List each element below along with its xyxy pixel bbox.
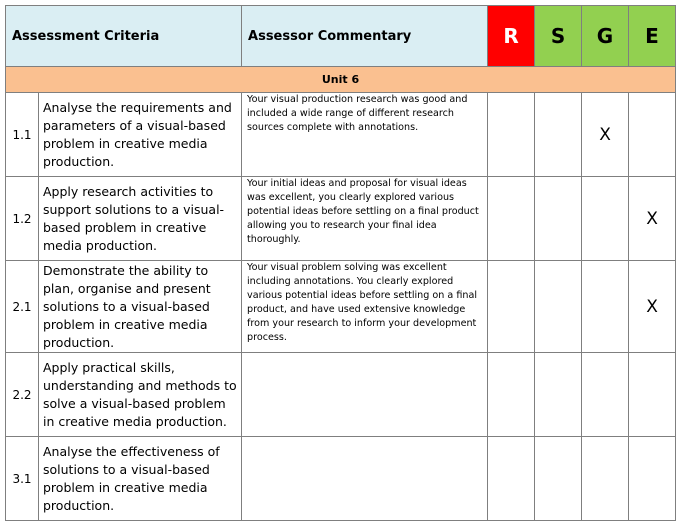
assessor-commentary-cell: Your visual production research was good and included a wide range of different research sources complete with annotations. <box>242 93 488 177</box>
criteria-row <box>6 93 676 177</box>
rating-cell-r <box>488 93 535 177</box>
rating-cell-g <box>582 177 629 261</box>
rating-cell-e <box>629 353 676 437</box>
assessment-table <box>5 5 676 521</box>
criteria-text: Analyse the requirements and parameters of a visual-based problem in creative media production. <box>39 93 242 177</box>
unit-label: Unit 6 <box>6 67 676 93</box>
rating-cell-r <box>488 437 535 521</box>
criteria-number: 1.1 <box>6 93 39 177</box>
rating-cell-g <box>582 261 629 353</box>
assessor-commentary-cell: Your initial ideas and proposal for visual ideas was excellent, you clearly explored various potential ideas before settling on a final product allowing you to research your final idea thoroughly. <box>242 177 488 261</box>
rating-cell-e <box>629 93 676 177</box>
header-row <box>6 6 676 67</box>
rating-cell-g: X <box>582 93 629 177</box>
rating-cell-e: X <box>629 261 676 353</box>
rating-cell-e <box>629 437 676 521</box>
criteria-number: 2.1 <box>6 261 39 353</box>
criteria-number: 1.2 <box>6 177 39 261</box>
criteria-number: 3.1 <box>6 437 39 521</box>
criteria-row <box>6 353 676 437</box>
rating-cell-r <box>488 177 535 261</box>
criteria-row <box>6 437 676 521</box>
rating-header-e: E <box>629 6 676 67</box>
rating-cell-s <box>535 177 582 261</box>
assessor-commentary-cell <box>242 437 488 521</box>
rating-header-g: G <box>582 6 629 67</box>
assessor-commentary-cell <box>242 353 488 437</box>
rating-cell-g <box>582 437 629 521</box>
rating-header-r: R <box>488 6 535 67</box>
criteria-row <box>6 177 676 261</box>
rating-cell-s <box>535 261 582 353</box>
assessment-criteria-header: Assessment Criteria <box>6 6 242 67</box>
unit-row <box>6 67 676 93</box>
criteria-text: Analyse the effectiveness of solutions to a visual-based problem in creative media production. <box>39 437 242 521</box>
rating-cell-g <box>582 353 629 437</box>
rating-header-s: S <box>535 6 582 67</box>
rating-cell-e: X <box>629 177 676 261</box>
assessor-commentary-header: Assessor Commentary <box>242 6 488 67</box>
criteria-number: 2.2 <box>6 353 39 437</box>
rating-cell-r <box>488 353 535 437</box>
rating-cell-s <box>535 93 582 177</box>
rating-cell-s <box>535 353 582 437</box>
criteria-row <box>6 261 676 353</box>
rating-cell-r <box>488 261 535 353</box>
criteria-text: Apply research activities to support solutions to a visual-based problem in creative media production. <box>39 177 242 261</box>
assessor-commentary-cell: Your visual problem solving was excellent including annotations. You clearly explored various potential ideas before settling on a final product, and have used extensive knowledge from your research to inform your development process. <box>242 261 488 353</box>
criteria-text: Demonstrate the ability to plan, organise and present solutions to a visual-based problem in creative media production. <box>39 261 242 353</box>
criteria-text: Apply practical skills, understanding and methods to solve a visual-based problem in creative media production. <box>39 353 242 437</box>
rating-cell-s <box>535 437 582 521</box>
